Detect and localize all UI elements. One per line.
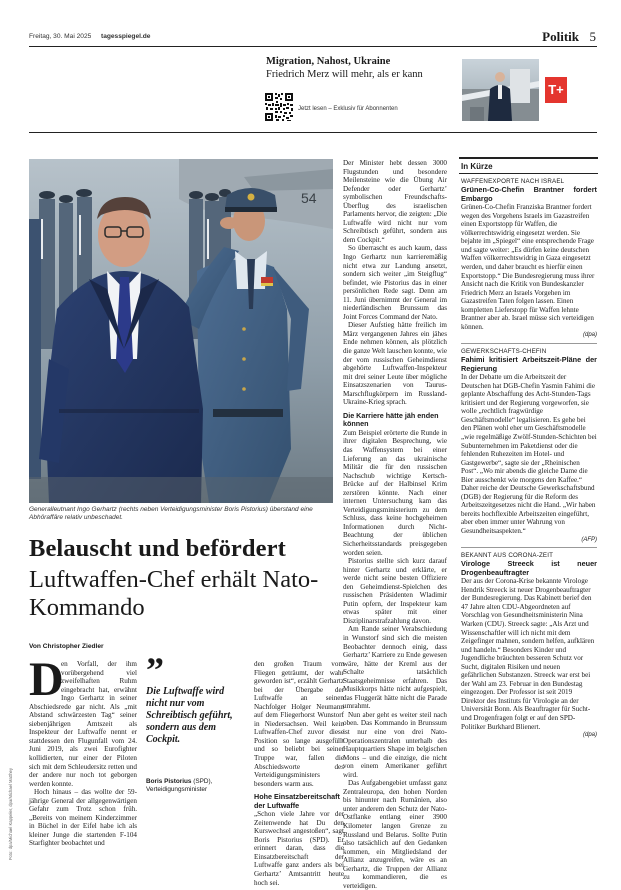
header-date-site [29, 33, 150, 40]
sidebar-item-text: Grünen-Co-Chefin Franziska Brantner fordert wegen des Vorgehens Israels im Gazastreifen einen Exportstopp für Waffen, die völkerrechtswidrig eingesetzt werden. Sie bejahte im „Spiegel“ eine entsprechende Frage und sagte weiter: „Es dürfen keine deutschen Waffen völkerrechtswidrig in Gaza eingesetzt werden, und daher braucht es hierfür einen Exportstopp.“ Die Bundesregierung muss ihrer Ansicht nach die Kritik von Bundeskanzler Friedrich Merz an Israels Vorgehen im Gazastreifen Taten folgen lassen. Einen kompletten Lieferstopp für Waffen lehnte Brantner aber ab. Israel müsse sich verteidigen können. [461, 203, 595, 331]
article-subhead: Hohe Einsatzbereitschaft der Luftwaffe [254, 792, 340, 810]
article-byline: Von Christopher Ziedler [29, 643, 104, 650]
teaser-topic: Migration, Nahost, Ukraine [266, 56, 391, 67]
article-col-1 [29, 653, 137, 860]
pull-quote: Die Luftwaffe wird nicht nur vom Schreibtisch geführt, sondern aus dem Cockpit. [146, 686, 233, 745]
sidebar-item-kicker: WAFFENEXPORTE NACH ISRAEL [461, 178, 565, 185]
section-name: Politik [542, 29, 579, 44]
article-paragraph: So überrascht es auch kaum, dass Ingo Gerhartz nun karrieremäßig nicht etwa zur Landung ansetzt, sondern sich weiter „im Steigflug“ befindet, wie Pistorius das in einer persönlichen Rede sagt. Denn am 11. Juni übernimmt der General im niederländischen Brunssum das Joint Forces Command der Nato. [343, 244, 447, 321]
article-subheadline-text: Luftwaffen-Chef erhält Nato-Kommando [29, 566, 319, 621]
plus-badge[interactable] [545, 77, 567, 103]
sidebar-title-rule [459, 173, 598, 174]
article-paragraph: Am Rande seiner Verabschiedung in Wunstorf sind sich die meisten Beobachter dennoch einig, dass Gerhartz’ Karriere zu Ende gewesen wäre, hätte der Kreml aus der Schalte tatsächlich Staatsgeheimnisse erfahren. Das Musikkorps hätte nicht aufgespielt, das Fluggerät hätte nicht die Parade umrahmt. [343, 625, 447, 711]
article-paragraph: Der Minister hebt dessen 3000 Flugstunden und besondere Meilensteine wie die Übung Air Defender oder Gerhartz’ symbolischen Freundschafts-Überflug des israelischen Parlaments hervor, die zeigten: „Die Luftwaffe wird nicht nur vom Schreibtisch geführt, sondern aus dem Cockpit.“ [343, 159, 447, 244]
article-paragraph: en Vorfall, der ihm vorübergehend viel zweifelhaften Ruhm eingebracht hat, erwähnt Ingo Gerhartz in seiner Abschiedsrede gar nicht. Als „mit Abstand schwärzesten Tag“ seiner siebenjährigen Amtszeit als Inspekteur der Luftwaffe nennt er stattdessen den Flugunfall vom 24. Juni 2019, als zwei Eurofighter kollidierten, nur einer der Piloten sich mit dem Schleudersitz retten und der andere nur noch tot geborgen werden konnte. [29, 660, 137, 788]
sidebar-item-kicker: GEWERKSCHAFTS-CHEFIN [461, 347, 547, 355]
qr-note: Jetzt lesen – Exklusiv für Abonnenten [298, 106, 398, 112]
sidebar-divider [461, 343, 597, 344]
sidebar-item-text: In der Debatte um die Arbeitszeit der Deutschen hat DGB-Chefin Yasmin Fahimi die geplante Abschaffung des Acht-Stunden-Tags kritisiert und der Regierung vorgeworfen, sie wolle „rechtlich fragwürdige Geschäftsmodelle“ legalisieren. Es gehe bei den Plänen wohl eher um Geschäftsmodelle „wie regelmäßige Zwölf-Stunden-Schichten bei Subunternehmen im Paketdienst oder die fehlenden Ruhezeiten im Hotel- und Gastgewerbe“, sagte sie der „Rheinischen Post“. „Wo mir abends die gleiche Dame die Bier ausschenkt wie morgens den Kaffee.“ Daher reiche der Deutsche Gewerkschaftsbund (DGB) der Regierung für die Reform des Arbeitszeitgesetzes nicht die Hand. „Wir haben bereits hochflexible Arbeitszeiten eingeführt, aber eben immer unter Wahrung von Gesundheitsaspekten.“ [461, 373, 597, 535]
photo-illustration [29, 159, 333, 503]
photo-caption: Generalleutnant Ingo Gerhartz (rechts neben Verteidigungsminister Boris Pistorius) überstand eine Abhöraffäre relativ unbeschadet. [29, 506, 313, 522]
sidebar-item-kicker: BEKANNT AUS CORONA-ZEIT [461, 552, 554, 560]
article-subhead: Die Karriere hätte jäh enden können [343, 410, 439, 429]
sidebar-item-agency: (AFP) [581, 536, 597, 543]
sidebar-title: In Kürze [461, 162, 493, 171]
article-paragraph: den großen Traum vom Fliegen geträumt, der wahr geworden ist“, erzählt Gerhartz bei der Übergabe der Luftwaffe an seinen Nachfolger Holger Neumann auf dem Fliegerhorst Wunstorf in Niedersachsen. Weil kein Luftwaffen-Chef zuvor diese Position so lange ausgefüllt und so beliebt bei seiner Truppe war, fallen die Abschiedsworte des Verteidigungsministers besonders warm aus. [254, 660, 344, 788]
teaser-rule [29, 132, 597, 133]
dropcap: D [29, 653, 64, 706]
article-col-2 [254, 660, 344, 887]
quote-mark: ” [146, 650, 164, 690]
header-rule [29, 46, 597, 47]
sidebar-item-title: Fahimi kritisiert Arbeitszeit-Pläne der Regierung [461, 354, 597, 373]
sidebar-divider [461, 547, 597, 548]
article-paragraph: Das Aufgabengebiet umfasst ganz Zentraleuropa, den hohen Norden bis hinunter nach Rumänien, also unter anderem den Schutz der Nato-Ostflanke entlang einer 3900 Kilometer langen Grenze zu Russland und Belarus. Sollte Putin also tatsächlich auf den Gedanken kommen, ein Mitgliedsland der Allianz anzugreifen, wäre es an Gerhartz, die Truppen der Allianz zu kommandieren, die es verteidigen. [343, 779, 447, 890]
sidebar-item-text: Der aus der Corona-Krise bekannte Virologe Hendrik Streeck ist neuer Drogenbeauftragter der Bundesregierung. Das Kabinett berief den 47 Jahre alten CDU-Abgeordneten auf Vorschlag von Gesundheitsministerin Nina Warken (CDU). Streeck sagte: „Als Arzt und Wissenschaftler will ich nicht mit dem Zeigefinger mahnen, sondern helfen, aufklären und handeln.“ Besonders Kinder und Jugendliche bräuchten besseren Schutz vor Sucht, digitalen Risiken und neuen gefährlichen Substanzen. Streeck war erst bei der Wahl am 23. Februar in den Bundestag eingezogen. Der Professor ist seit 2019 Direktor des Instituts für Virologie an der Universität Bonn. Als Beauftragter für Sucht- und Drogenfragen folgt er auf den SPD-Politiker Burkhard Blienert. [461, 577, 595, 731]
article-paragraph: Zum Beispiel erörterte die Runde in ihrer digitalen Besprechung, wie das Waffensystem bei einer Lieferung an das ukrainische Militär die für den russischen Nachschub wichtige Kertsch-Brücke auf der Halbinsel Krim zerstören könnte. Nach einer internen Untersuchung kam das Verteidigungsministerium zu dem Schluss, dass keine hochgeheimen Informationen durch Nicht-Beachtung der üblichen Sicherheitsstandards preisgegeben worden seien. [343, 428, 447, 557]
article-photo [29, 159, 333, 503]
article-paragraph: „Schon viele Jahre vor der Zeitenwende hat Du den Kurswechsel angestoßen“, sagt Boris Pistorius (SPD). Er erinnert daran, dass die Einsatzbereitschaft der Luftwaffe ganz anders als bei Gerhartz’ Amtsantritt heute hoch sei. [254, 810, 344, 887]
article-paragraph: Hoch hinaus – das wollte der 59-jährige General der allgegenwärtigen Gefahr zum Trotz schon früh. „Bereits von meinem Kinderzimmer in Büchel in der Eifel habe ich als kleiner Junge die startenden F-104 Starfighter beobachtet und [29, 788, 137, 848]
quote-attribution [146, 778, 240, 794]
sidebar-item-agency: (dpa) [582, 332, 597, 339]
article-paragraph: Nun aber geht es weiter steil nach oben. Das Kommando in Brunssum ist nur eine von drei Nato-Operationszentralen unterhalb des Hauptquartiers Shape im belgischen Mons – und die einzige, die nicht von einem Amerikaner geführt wird. [343, 710, 447, 779]
teaser-photo [462, 59, 539, 121]
sidebar-item [461, 552, 597, 740]
sidebar-item [461, 178, 597, 340]
page-number: 5 [589, 29, 596, 44]
article-headline: Belauscht und befördert [29, 535, 286, 562]
quote-role-b: Verteidigungsminister [146, 786, 208, 794]
header-site: tagesspiegel.de [101, 33, 151, 40]
article-paragraph: Pistorius stellte sich kurz darauf hinter Gerhartz und erklärte, er werde nicht seine besten Offiziere den Geheimdienst-Spielchen des russischen Präsidenten Wladimir Putin opfern, der Inspekteur kam etwas später mit einer Disziplinarstrafzahlung davon. [343, 557, 447, 625]
qr-code[interactable] [265, 93, 293, 121]
quote-author: Boris Pistorius [146, 778, 192, 785]
article-subheadline [29, 566, 339, 622]
aircraft-number: 54 [301, 190, 317, 206]
section-title [542, 29, 596, 45]
teaser-headline: Friedrich Merz will mehr, als er kann [266, 69, 423, 80]
article-col-3 [343, 159, 447, 890]
article-paragraph: Dieser Aufstieg hätte freilich im März vergangenen Jahres ein jähes Ende nehmen können, als plötzlich die ganze Welt lauschen konnte, wie der vom russischen Geheimdienst abgehörte Luftwaffen-Inspekteur mit drei seiner Leute über mögliche Einsatzszenarien von Taurus-Marschflugkörpern im Russland-Ukraine-Krieg sprach. [343, 321, 447, 407]
sidebar-top-rule [459, 157, 598, 159]
sidebar-item-title: Grünen-Co-Chefin Brantner fordert Embargo [461, 185, 597, 203]
sidebar-item [461, 348, 597, 544]
plus-badge-label: T+ [548, 82, 564, 97]
sidebar-item-title: Virologe Streeck ist neuer Drogenbeauftragter [461, 559, 597, 577]
photo-credit: Foto: dpa/Michael Kappeler, dpa/Michael Matthey [8, 768, 13, 860]
header-date: Freitag, 30. Mai 2025 [29, 33, 92, 40]
quote-role-a: (SPD), [193, 778, 213, 785]
sidebar-item-agency: (dpa) [582, 732, 597, 739]
sidebar [461, 178, 597, 868]
